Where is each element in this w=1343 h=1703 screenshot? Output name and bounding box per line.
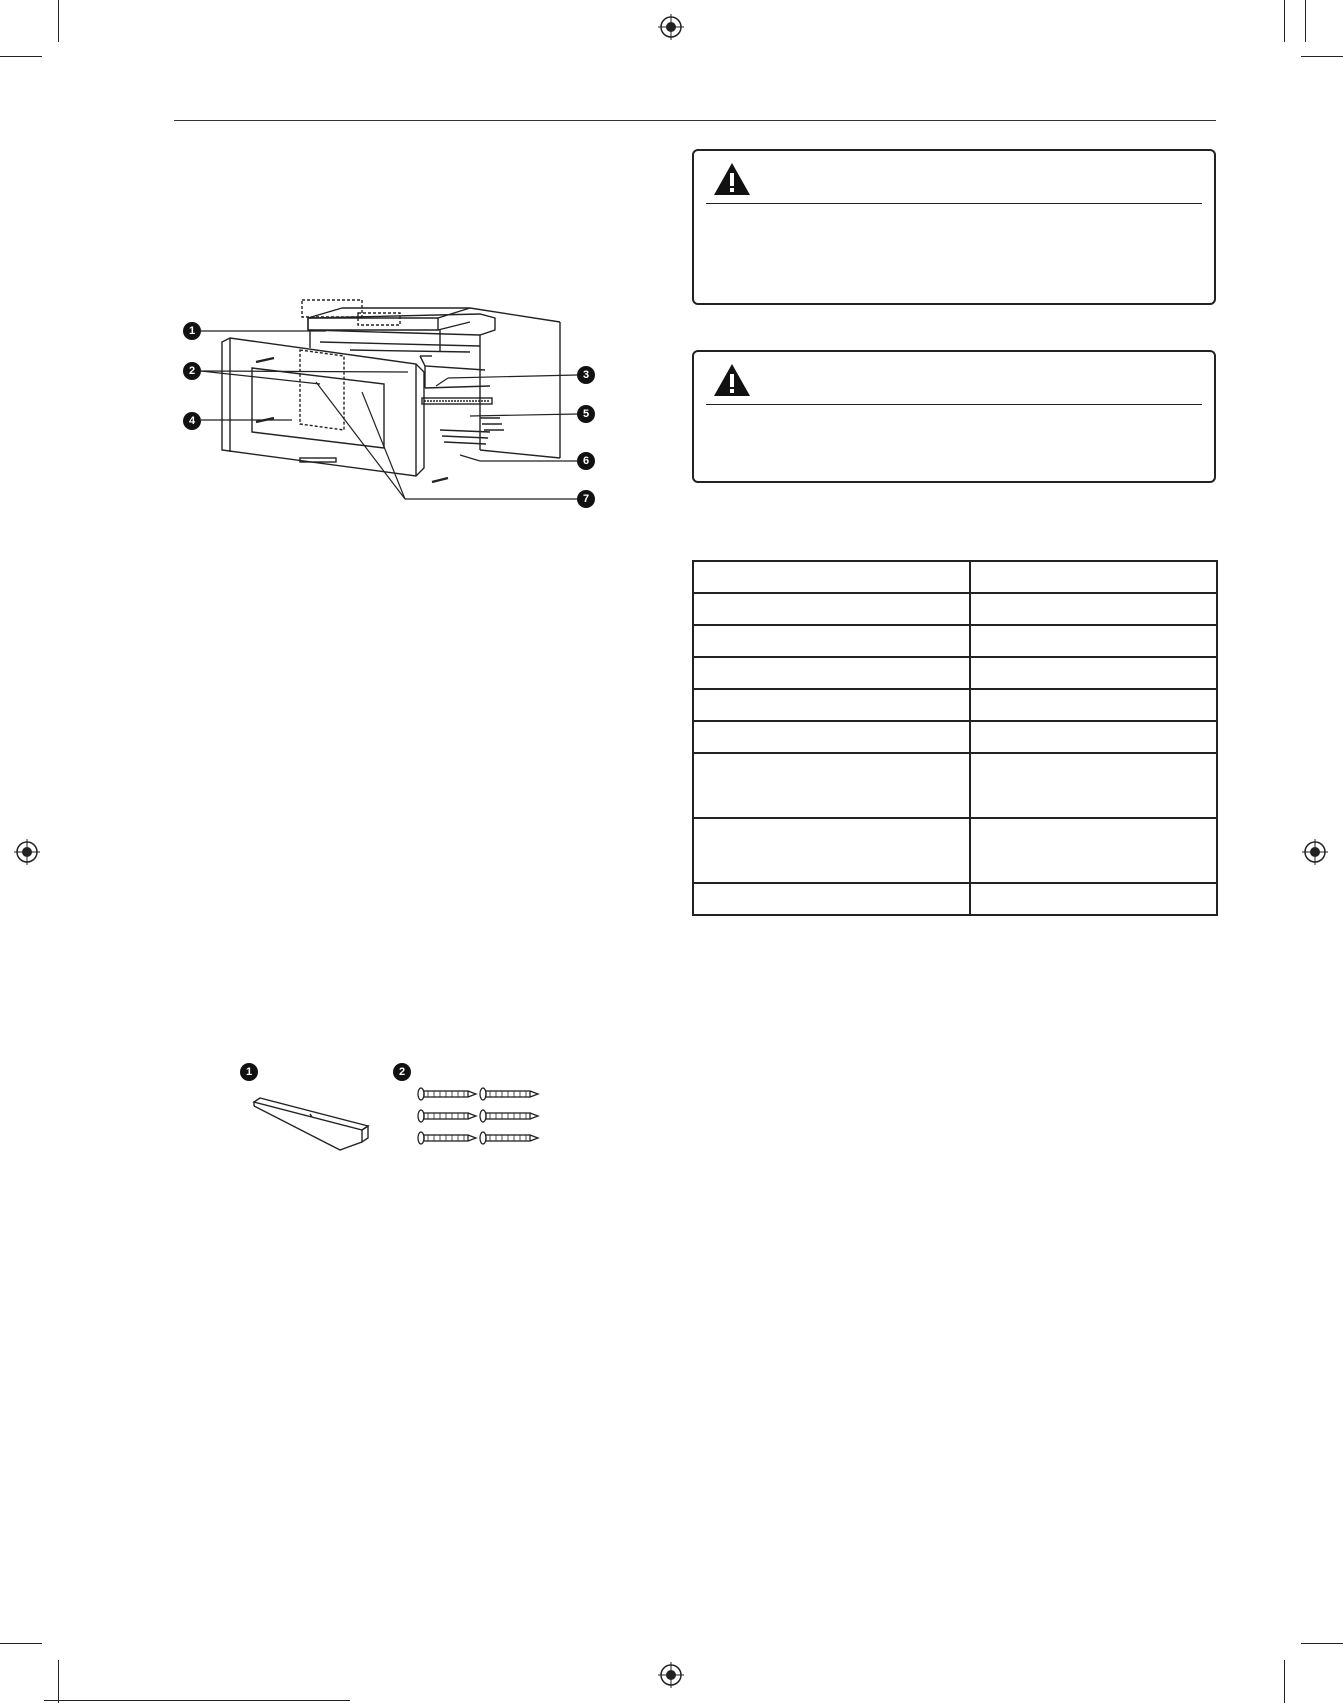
table-cell [693,561,970,593]
warning-box [692,149,1216,305]
table-row [693,689,1217,721]
table-cell [693,818,970,883]
callout-5: 5 [577,405,595,423]
table-row [693,593,1217,625]
screws-illustration [416,1086,540,1150]
callout-3: 3 [577,366,595,384]
warning-box [692,350,1216,483]
table-cell [693,883,970,915]
table-cell [970,818,1217,883]
table-cell [970,753,1217,818]
table-cell [693,753,970,818]
table-cell [693,593,970,625]
table-row [693,561,1217,593]
table-row [693,657,1217,689]
callout-7: 7 [577,490,595,508]
table-row [693,753,1217,818]
accessory-callout-1: 1 [240,1063,258,1081]
table-cell [970,657,1217,689]
callout-1: 1 [183,322,201,340]
table-cell [970,721,1217,753]
warning-divider [706,203,1202,204]
table-row [693,625,1217,657]
table-cell [693,721,970,753]
callout-6: 6 [577,452,595,470]
table-row [693,721,1217,753]
callout-4: 4 [183,412,201,430]
warning-triangle-icon [712,362,752,398]
table-cell [693,657,970,689]
table-cell [970,689,1217,721]
table-cell [970,561,1217,593]
warning-triangle-icon [712,161,752,197]
accessory-callout-2: 2 [393,1063,411,1081]
specifications-table [692,560,1218,916]
table-cell [970,883,1217,915]
table-cell [970,593,1217,625]
mounting-bracket-illustration [250,1090,370,1154]
table-cell [970,625,1217,657]
warning-divider [706,404,1202,405]
table-row [693,818,1217,883]
table-cell [693,625,970,657]
table-row [693,883,1217,915]
table-cell [693,689,970,721]
callout-2: 2 [183,362,201,380]
